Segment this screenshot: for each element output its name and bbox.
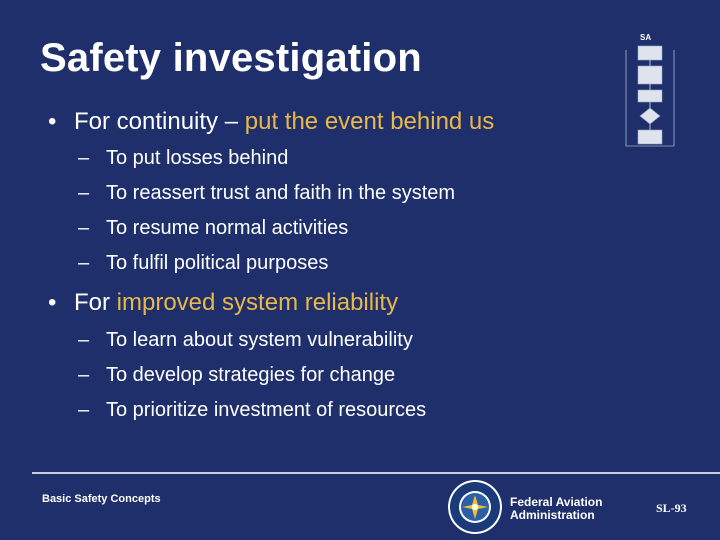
sub-item-text: To put losses behind (106, 147, 289, 169)
sub-item (78, 147, 288, 170)
dash-glyph: – (78, 329, 90, 351)
dash-glyph: – (78, 364, 90, 386)
sub-item (78, 364, 395, 387)
diagram-label: SA (640, 33, 652, 42)
dash-glyph: – (78, 252, 90, 274)
sub-item-text: To learn about system vulnerability (106, 329, 413, 351)
sub-item-text: To resume normal activities (106, 217, 349, 239)
sub-item-text: To prioritize investment of resources (106, 399, 427, 421)
bullet-prefix: For continuity – (74, 108, 245, 135)
bullet-glyph: • (48, 289, 57, 316)
dash-glyph: – (78, 182, 90, 204)
agency-name-line1: Federal Aviation (510, 495, 603, 509)
footer-course-title: Basic Safety Concepts (42, 493, 161, 505)
bullet-continuity (48, 108, 494, 136)
slide-title: Safety investigation (40, 36, 422, 80)
sub-item-text: To reassert trust and faith in the system (106, 182, 456, 204)
bullet-highlight: improved system reliability (116, 289, 399, 316)
agency-name-line2: Administration (510, 508, 595, 522)
sa-flow-diagram (620, 30, 680, 150)
sub-item-text: To develop strategies for change (106, 364, 396, 386)
faa-seal-logo (446, 478, 504, 536)
dash-glyph: – (78, 217, 90, 239)
sub-item-text: To fulfil political purposes (106, 252, 329, 274)
sub-item (78, 217, 348, 240)
bullet-reliability (48, 289, 398, 317)
sub-item (78, 329, 413, 352)
agency-name (510, 496, 602, 522)
bullet-prefix: For (74, 289, 117, 316)
dash-glyph: – (78, 147, 90, 169)
dash-glyph: – (78, 399, 90, 421)
sub-item (78, 252, 328, 275)
bullet-highlight: put the event behind us (244, 108, 495, 135)
footer-divider (32, 472, 720, 474)
slide-number: SL-93 (656, 501, 687, 515)
sub-item (78, 399, 426, 422)
bullet-glyph: • (48, 108, 57, 135)
sub-item (78, 182, 455, 205)
